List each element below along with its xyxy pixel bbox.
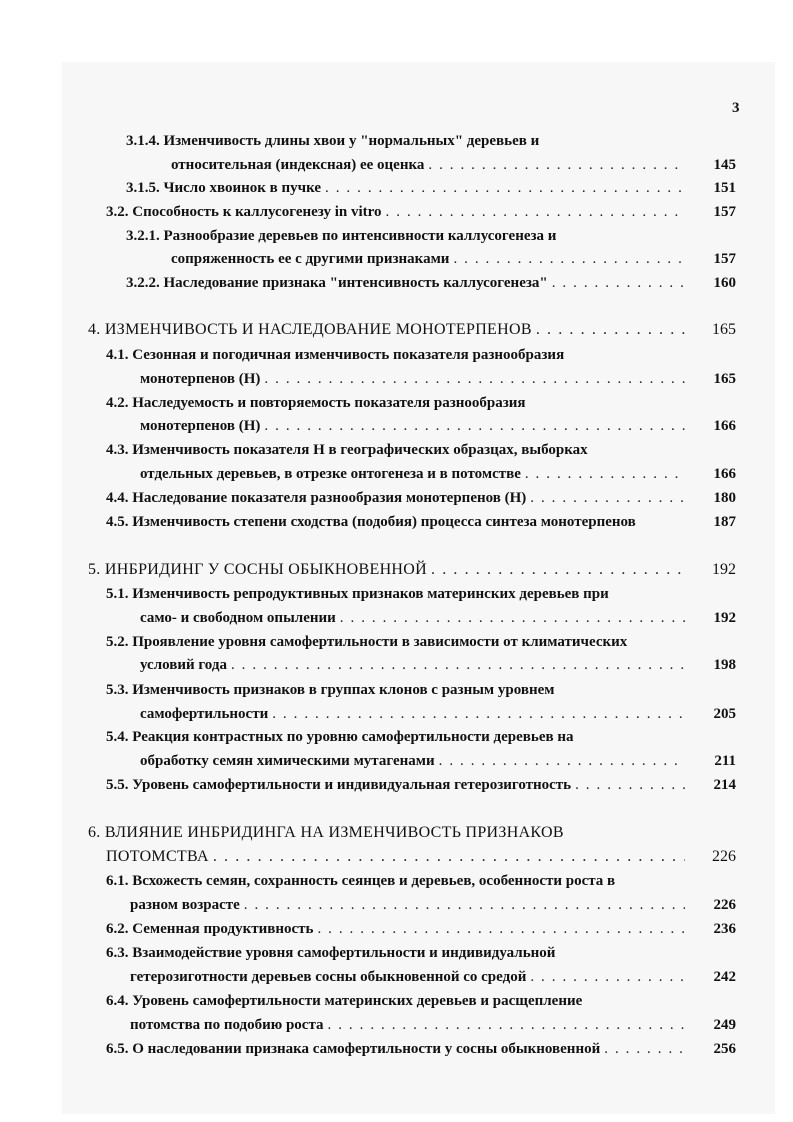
toc-entry-title: условий года	[140, 657, 227, 673]
leader-dots	[604, 1038, 685, 1060]
toc-page-number: 198	[713, 657, 736, 673]
toc-page-number: 166	[713, 418, 736, 434]
toc-entry-title: 6.5. О наследовании признака самофертильности у сосны обыкновенной	[106, 1041, 601, 1057]
leader-dots	[328, 1014, 685, 1036]
toc-entry-title: монотерпенов (Н)	[140, 418, 261, 434]
toc-entry-5-2[interactable]	[140, 654, 691, 676]
leader-dots	[453, 248, 685, 270]
toc-chapter-4[interactable]	[88, 319, 691, 341]
toc-chapter-title: ПОТОМСТВА	[106, 848, 209, 865]
toc-page-number: 160	[713, 275, 736, 291]
toc-entry-5-4-line1: 5.4. Реакция контрастных по уровню самофертильности деревьев на	[106, 729, 574, 745]
leader-dots	[272, 703, 685, 725]
toc-entry-title: 3.1.5. Число хвоинок в пучке	[126, 180, 322, 196]
toc-entry-title: само- и свободном опылении	[140, 610, 336, 626]
toc-entry-title: гетерозиготности деревьев сосны обыкновенной со средой	[130, 969, 527, 985]
toc-entry-3-2[interactable]	[106, 201, 691, 223]
leader-dots	[231, 654, 685, 676]
toc-page-number: 256	[713, 1041, 736, 1057]
toc-page-number: 214	[713, 777, 736, 793]
toc-page-number: 151	[713, 180, 736, 196]
toc-chapter-5[interactable]	[88, 559, 691, 581]
toc-entry-title: относительная (индексная) ее оценка	[171, 157, 425, 173]
toc-entry-6-3[interactable]	[130, 966, 691, 988]
leader-dots	[575, 774, 685, 796]
leader-dots	[431, 559, 685, 581]
toc-page-number: 180	[713, 490, 736, 506]
leader-dots	[552, 272, 685, 294]
toc-entry-4-4[interactable]	[106, 487, 691, 509]
leader-dots	[530, 487, 685, 509]
leader-dots	[439, 750, 685, 772]
toc-entry-3-2-1-line1: 3.2.1. Разнообразие деревьев по интенсивности каллусогенеза и	[126, 228, 557, 244]
toc-entry-title: отдельных деревьев, в отрезке онтогенеза и в потомстве	[140, 466, 521, 482]
toc-page-number: 242	[713, 969, 736, 985]
toc-page-number: 166	[713, 466, 736, 482]
leader-dots	[213, 846, 685, 868]
toc-entry-title: разном возрасте	[130, 897, 240, 913]
toc-entry-4-1[interactable]	[140, 368, 691, 390]
toc-entry-5-1-line1: 5.1. Изменчивость репродуктивных признаков материнских деревьев при	[106, 586, 609, 602]
toc-chapter-6[interactable]	[106, 846, 691, 868]
toc-entry-6-1[interactable]	[130, 894, 691, 916]
toc-entry-title: 4.4. Наследование показателя разнообразия монотерпенов (Н)	[106, 490, 527, 506]
leader-dots	[325, 177, 685, 199]
toc-entry-4-2-line1: 4.2. Наследуемость и повторяемость показателя разнообразия	[106, 395, 526, 411]
toc-page-number: 192	[712, 561, 736, 578]
toc-page-number: 165	[713, 371, 736, 387]
toc-entry-6-4-line1: 6.4. Уровень самофертильности материнских деревьев и расщепление	[106, 993, 583, 1009]
toc-entry-title: сопряженность ее с другими признаками	[171, 251, 450, 267]
page-number: 3	[732, 100, 740, 116]
toc-page-number: 205	[713, 706, 736, 722]
toc-entry-3-2-2[interactable]	[126, 272, 691, 294]
leader-dots	[530, 966, 685, 988]
toc-entry-6-5[interactable]	[106, 1038, 691, 1060]
toc-entry-3-2-1[interactable]	[171, 248, 691, 270]
toc-entry-4-1-line1: 4.1. Сезонная и погодичная изменчивость показателя разнообразия	[106, 347, 565, 363]
leader-dots	[264, 415, 685, 437]
toc-page-number: 192	[713, 610, 736, 626]
toc-entry-title: монотерпенов (Н)	[140, 371, 261, 387]
toc-entry-5-1[interactable]	[140, 607, 691, 629]
toc-entry-5-3-line1: 5.3. Изменчивость признаков в группах клонов с разным уровнем	[106, 682, 555, 698]
toc-chapter-title: 5. ИНБРИДИНГ У СОСНЫ ОБЫКНОВЕННОЙ	[88, 561, 427, 578]
toc-entry-6-4[interactable]	[130, 1014, 691, 1036]
toc-entry-3-1-4[interactable]	[171, 154, 691, 176]
toc-entry-5-2-line1: 5.2. Проявление уровня самофертильности в зависимости от климатических	[106, 634, 628, 650]
leader-dots	[386, 201, 685, 223]
toc-entry-title: 3.2.2. Наследование признака "интенсивность каллусогенеза"	[126, 275, 548, 291]
toc-page-number: 157	[713, 251, 736, 267]
toc-entry-title: самофертильности	[140, 706, 269, 722]
toc-page-number: 211	[714, 753, 736, 769]
leader-dots	[340, 607, 685, 629]
toc-entry-5-5[interactable]	[106, 774, 691, 796]
toc-entry-title: потомства по подобию роста	[130, 1017, 324, 1033]
toc-page-number: 236	[713, 921, 736, 937]
leader-dots	[525, 463, 685, 485]
toc-entry-title: 6.2. Семенная продуктивность	[106, 921, 314, 937]
leader-dots	[428, 154, 685, 176]
toc-chapter-6-line1: 6. ВЛИЯНИЕ ИНБРИДИНГА НА ИЗМЕНЧИВОСТЬ ПРИЗНАКОВ	[88, 824, 564, 841]
toc-entry-3-1-5[interactable]	[126, 177, 691, 199]
toc-entry-4-5[interactable]: 4.5. Изменчивость степени сходства (подобия) процесса синтеза монотерпенов	[106, 514, 636, 530]
toc-entry-5-3[interactable]	[140, 703, 691, 725]
toc-page-number: 226	[712, 848, 736, 865]
toc-entry-4-3[interactable]	[140, 463, 691, 485]
leader-dots	[264, 368, 685, 390]
leader-dots	[317, 918, 685, 940]
toc-entry-3-1-4-line1: 3.1.4. Изменчивость длины хвои у "нормальных" деревьев и	[126, 133, 540, 149]
toc-page-number: 249	[713, 1017, 736, 1033]
toc-chapter-title: 4. ИЗМЕНЧИВОСТЬ И НАСЛЕДОВАНИЕ МОНОТЕРПЕНОВ	[88, 321, 532, 338]
toc-entry-6-2[interactable]	[106, 918, 691, 940]
toc-entry-5-4[interactable]	[140, 750, 691, 772]
toc-page-number: 157	[713, 204, 736, 220]
toc-entry-6-1-line1: 6.1. Всхожесть семян, сохранность сеянцев и деревьев, особенности роста в	[106, 873, 616, 889]
toc-entry-title: обработку семян химическими мутагенами	[140, 753, 435, 769]
toc-entry-title: 5.5. Уровень самофертильности и индивидуальная гетерозиготность	[106, 777, 572, 793]
toc-entry-4-2[interactable]	[140, 415, 691, 437]
toc-page-number: 226	[713, 897, 736, 913]
toc-page-number: 165	[712, 321, 736, 338]
toc-entry-title: 3.2. Способность к каллусогенезу in vitro	[106, 204, 382, 220]
toc-entry-4-3-line1: 4.3. Изменчивость показателя Н в географических образцах, выборках	[106, 442, 588, 458]
toc-page-number: 187	[713, 514, 736, 530]
leader-dots	[244, 894, 685, 916]
leader-dots	[536, 319, 685, 341]
toc-entry-6-3-line1: 6.3. Взаимодействие уровня самофертильности и индивидуальной	[106, 945, 556, 961]
toc-page-number: 145	[713, 157, 736, 173]
